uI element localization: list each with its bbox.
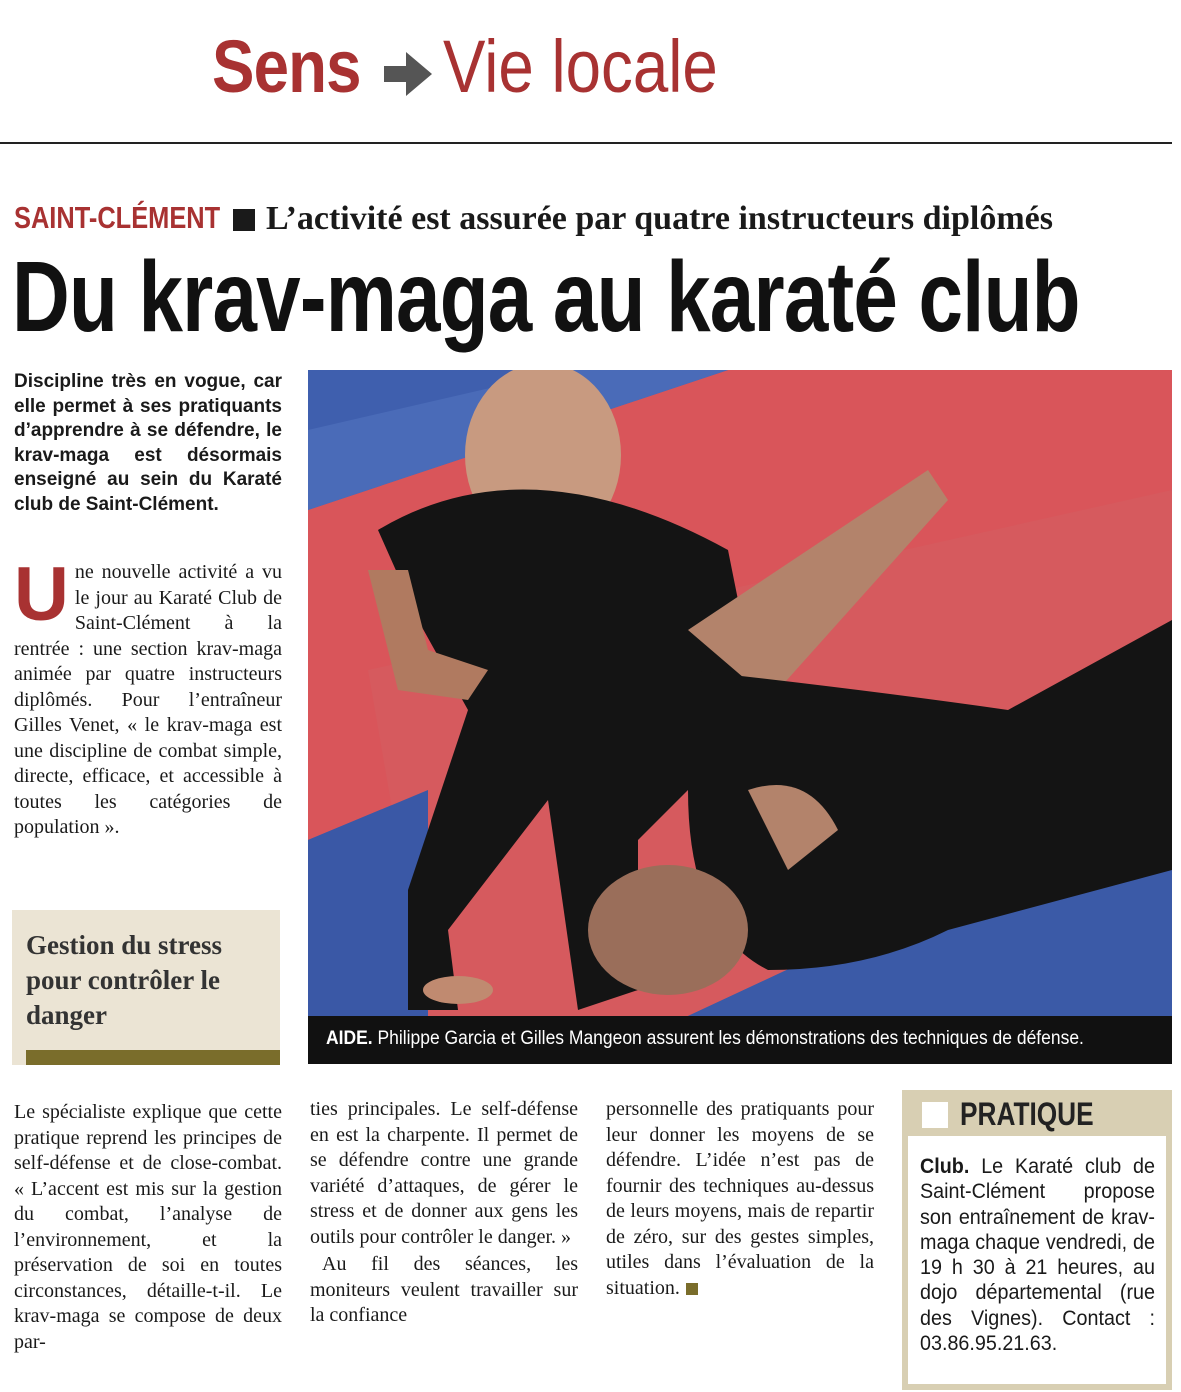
intertitle: Gestion du stress pour contrôler le danger — [26, 930, 223, 1030]
pratique-lead: Club. — [920, 1155, 970, 1178]
pratique-square-icon — [922, 1102, 948, 1128]
col2-paragraph-1: ties principales. Le self-défense en est la charpente. Il permet de se défendre contre une grande variété d’attaques, de gérer le stress et de donner aux gens les outils pour contrôler le danger. » — [310, 1098, 578, 1248]
section-name: Sens — [212, 25, 361, 108]
chapo: Discipline très en vogue, car elle permet à ses pratiquants d’apprendre à se défendre, le krav-maga est désormais enseigné au sein du Karaté club de Saint-Clément. — [14, 371, 282, 515]
pratique-content — [908, 1136, 1166, 1384]
kicker-square-icon — [233, 209, 255, 231]
section-subtitle: Vie locale — [443, 25, 718, 108]
photo-illustration — [308, 370, 1172, 1016]
header-divider — [0, 142, 1172, 144]
caption-text: Philippe Garcia et Gilles Mangeon assurent les démonstrations des techniques de défense. — [377, 1028, 1084, 1049]
col2-paragraph-2: Au fil des séances, les moniteurs veulent travailler sur la confiance — [310, 1253, 578, 1326]
pratique-text — [920, 1154, 1155, 1356]
col3-text: personnelle des pratiquants pour leur donner les moyens de se défendre. L’idée n’est pas de fournir des techniques au-dessus de leurs moyens, mais de repartir de zéro, sur des gestes simples, utiles dans l’évaluation de la situation. — [606, 1098, 874, 1299]
intro-text: ne nouvelle activité a vu le jour au Karaté Club de Saint-Clément à la rentrée : une section krav-maga animée par quatre instructeurs diplômés. Pour l’entraîneur Gilles Venet, « le krav-maga est une discipline de combat simple, directe, efficace, et accessible à toutes les catégories de population ». — [14, 561, 282, 838]
section-header — [0, 0, 1181, 145]
kicker-place: SAINT-CLÉMENT — [14, 200, 221, 235]
article-photo — [308, 370, 1172, 1016]
body-column-2 — [310, 1097, 578, 1329]
end-mark-icon — [686, 1283, 698, 1295]
body-column-1: Le spécialiste explique que cette pratique reprend les principes de self-défense et de close-combat. « L’accent est mis sur la gestion du combat, l’analyse de l’environnement, et la préservation de soi en toutes circonstances, détaille-t-il. Le krav-maga se compose de deux par- — [14, 1101, 282, 1353]
intertitle-box — [12, 910, 280, 1065]
pratique-body: Le Karaté club de Saint-Clément propose son entraînement de krav-maga chaque vendredi, de 19 h 30 à 21 heures, au dojo départemental (rue des Vignes). Contact : 03.86.95.21.63. — [920, 1155, 1155, 1356]
photo-caption — [326, 1028, 1084, 1050]
pratique-box — [902, 1090, 1172, 1390]
caption-lead: AIDE. — [326, 1028, 373, 1049]
intertitle-bar — [26, 1050, 280, 1065]
kicker-text: L’activité est assurée par quatre instructeurs diplômés — [266, 200, 1053, 237]
arrow-right-icon — [380, 48, 436, 100]
body-column-3 — [606, 1097, 874, 1301]
pratique-title: PRATIQUE — [960, 1096, 1094, 1132]
dropcap: U — [14, 552, 69, 637]
photo-caption-bar — [308, 1016, 1172, 1064]
intro-paragraph — [14, 552, 282, 841]
headline: Du krav-maga au karaté club — [12, 241, 1080, 353]
